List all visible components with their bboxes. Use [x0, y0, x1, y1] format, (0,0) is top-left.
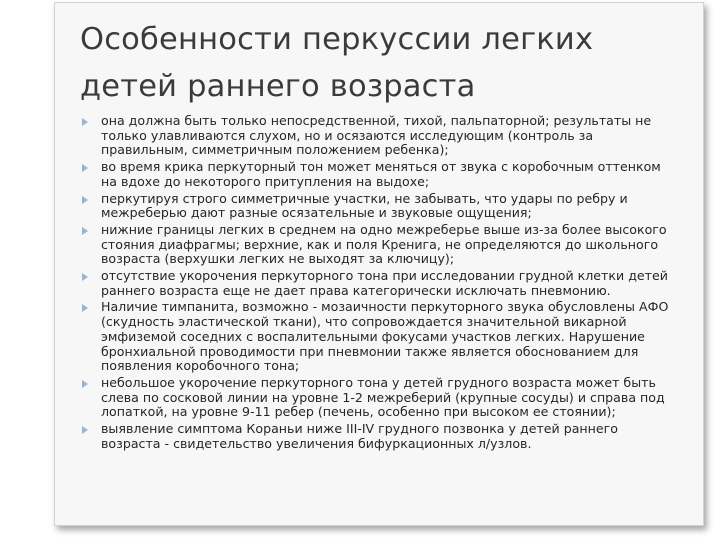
- bullet-text: Наличие тимпанита, возможно - мозаичности перкуторного звука обусловлены АФО (скудность эластической ткани), что сопровождается значительной викарной эмфиземой соседних с воспалительными фокусами участков легких. Нарушение бронхиальной проводимости при пневмонии также является обоснованием для появления коробочного тона;: [101, 299, 669, 374]
- bullet-item: [80, 114, 680, 158]
- bullet-item: [80, 223, 680, 267]
- bullet-text: перкутируя строго симметричные участки, не забывать, что удары по ребру и межреберью дают разные осязательные и звуковые ощущения;: [101, 190, 628, 221]
- bullet-list: [80, 114, 680, 453]
- bullet-text: небольшое укорочение перкуторного тона у детей грудного возраста может быть слева по сосковой линии на уровне 1-2 межреберий (крупные сосуды) и справа под лопаткой, на уровне 9-11 ребер (печень, особенно при высоком ее стоянии);: [101, 374, 665, 420]
- bullet-text: отсутствие укорочения перкуторного тона при исследовании грудной клетки детей раннего возраста еще не дает права категорически исключать пневмонию.: [101, 268, 668, 298]
- bullet-text: выявление симптома Кораньи ниже III-IV грудного позвонка у детей раннего возраста - свидетельство увеличения бифуркационных л/узлов.: [101, 421, 618, 451]
- bullet-text: во время крика перкуторный тон может меняться от звука с коробочным оттенком на вдохе до некоторого притупления на выдохе;: [101, 159, 661, 189]
- bullet-arrow-icon: [82, 118, 88, 126]
- bullet-item: [80, 160, 680, 189]
- bullet-arrow-icon: [82, 273, 88, 281]
- bullet-item: [80, 422, 680, 451]
- bullet-text: она должна быть только непосредственной, тихой, пальпаторной; результаты не только улавливаются слухом, но и осязаются исследующим (контроль за правильным, симметричным положением ребенка);: [101, 113, 652, 158]
- bullet-item: [80, 300, 680, 374]
- bullet-arrow-icon: [82, 426, 88, 434]
- bullet-item: [80, 192, 680, 221]
- bullet-item: [80, 269, 680, 298]
- slide-title: Особенности перкуссии легких детей раннего возраста: [80, 22, 594, 104]
- bullet-text: нижние границы легких в среднем на одно межреберье выше из-за более высокого стояния диафрагмы; верхние, как и поля Кренига, не определяются до школьного возраста (верхушки легких не выходят за ключицу);: [101, 221, 667, 267]
- bullet-arrow-icon: [82, 196, 88, 204]
- bullet-arrow-icon: [82, 164, 88, 172]
- bullet-item: [80, 376, 680, 420]
- bullet-arrow-icon: [82, 380, 88, 388]
- bullet-arrow-icon: [82, 304, 88, 312]
- bullet-arrow-icon: [82, 227, 88, 235]
